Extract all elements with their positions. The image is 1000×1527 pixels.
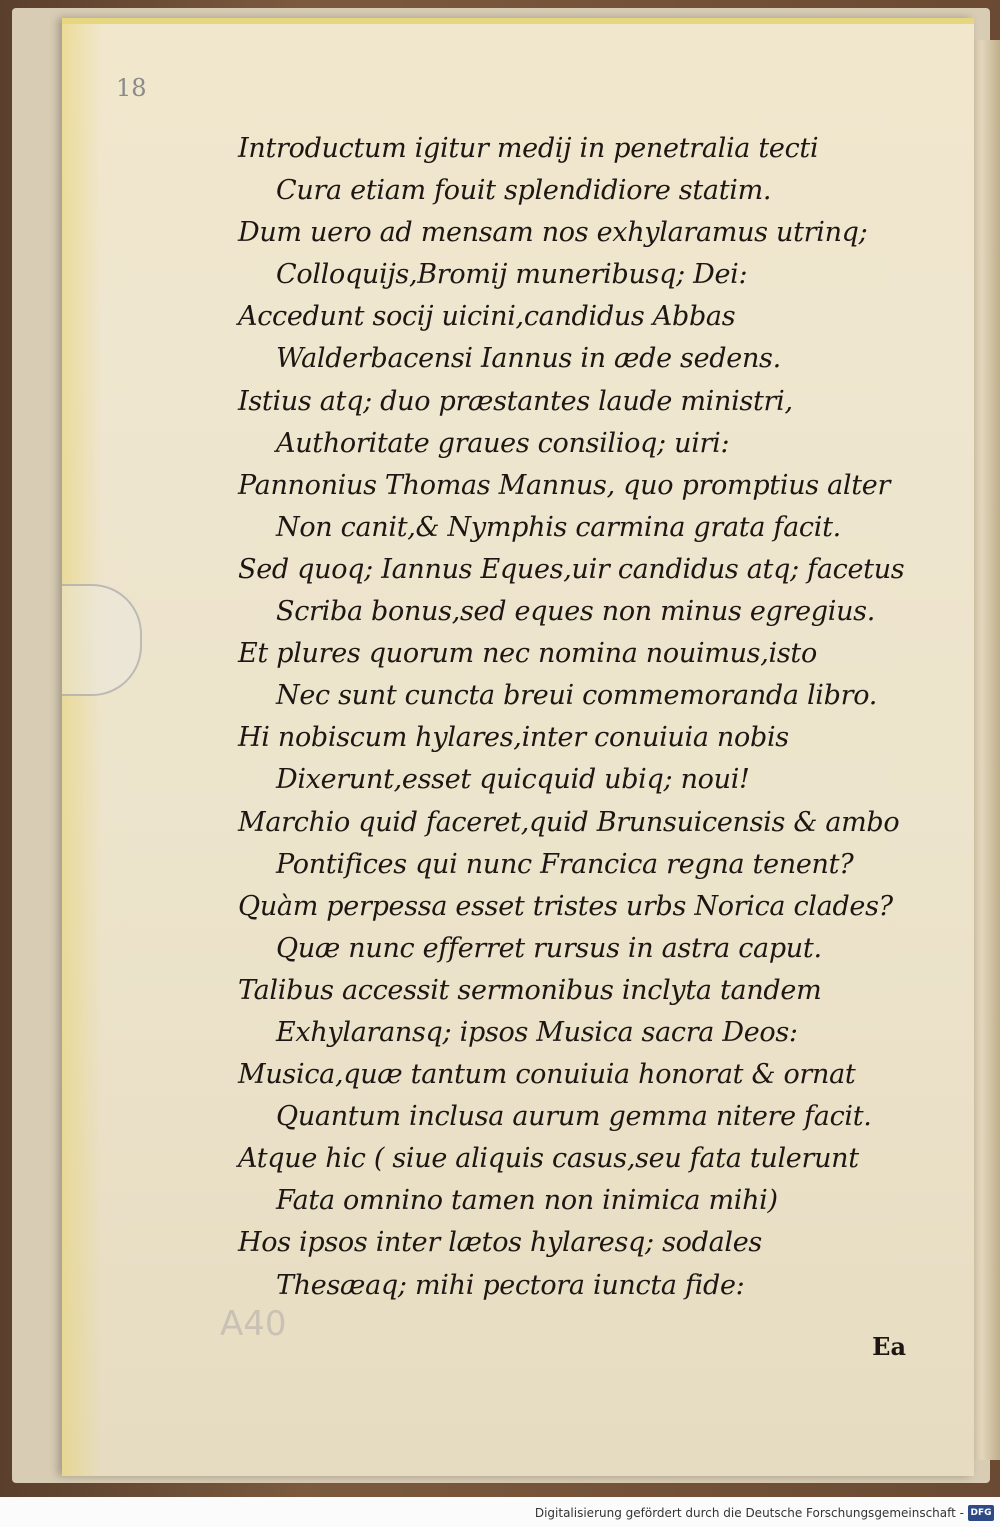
poem-line: Sed quoq; Iannus Eques,uir candidus atq; facetus <box>238 553 905 585</box>
poem-line: Fata omnino tamen non inimica mihi) <box>276 1185 778 1217</box>
poem-line: Quæ nunc efferret rursus in astra caput. <box>276 932 822 964</box>
poem-line: Quàm perpessa esset tristes urbs Norica clades? <box>238 890 893 922</box>
pencil-mark: A40 <box>220 1304 287 1344</box>
poem-line: Thesæaq; mihi pectora iuncta fide: <box>276 1269 745 1301</box>
poem-line: Scriba bonus,sed eques non minus egregius. <box>276 596 876 628</box>
catchword: Ea <box>872 1332 906 1361</box>
poem-line: Accedunt socij uicini,candidus Abbas <box>238 301 736 333</box>
poem-line: Non canit,& Nymphis carmina grata facit. <box>276 511 841 543</box>
poem-line: Colloquijs,Bromij muneribusq; Dei: <box>276 259 748 291</box>
funding-notice: Digitalisierung gefördert durch die Deutsche Forschungsgemeinschaft - <box>534 1506 964 1520</box>
page-edge <box>970 40 1000 1460</box>
poem-text <box>238 128 905 1307</box>
poem-line: Pontifices qui nunc Francica regna tenent? <box>276 848 854 880</box>
poem-line: Nec sunt cuncta breui commemoranda libro. <box>276 680 878 712</box>
footer-bar <box>0 1497 1000 1527</box>
page-number: 18 <box>116 74 147 102</box>
poem-line: Dum uero ad mensam nos exhylaramus utrinq; <box>238 217 868 249</box>
poem-line: Quantum inclusa aurum gemma nitere facit. <box>276 1101 872 1133</box>
poem-line: Et plures quorum nec nomina nouimus,isto <box>238 638 817 670</box>
poem-line: Talibus accessit sermonibus inclyta tandem <box>238 974 822 1006</box>
poem-line: Dixerunt,esset quicquid ubiq; noui! <box>276 764 750 796</box>
poem-line: Atque hic ( siue aliquis casus,seu fata tulerunt <box>238 1143 859 1175</box>
poem-line: Cura etiam fouit splendidiore statim. <box>276 175 772 207</box>
dfg-logo: DFG <box>968 1505 994 1521</box>
poem-line: Marchio quid faceret,quid Brunsuicensis & ambo <box>238 806 900 838</box>
plastic-clip <box>62 584 142 696</box>
poem-line: Istius atq; duo præstantes laude ministri, <box>238 385 793 417</box>
poem-line: Authoritate graues consilioq; uiri: <box>276 427 730 459</box>
poem-line: Hi nobiscum hylares,inter conuiuia nobis <box>238 722 789 754</box>
poem-line: Pannonius Thomas Mannus, quo promptius alter <box>238 469 891 501</box>
poem-line: Walderbacensi Iannus in æde sedens. <box>276 343 781 375</box>
poem-line: Musica,quæ tantum conuiuia honorat & ornat <box>238 1059 856 1091</box>
poem-line: Exhylaransq; ipsos Musica sacra Deos: <box>276 1016 798 1048</box>
poem-line: Introductum igitur medij in penetralia tecti <box>238 133 819 164</box>
poem-line: Hos ipsos inter lætos hylaresq; sodales <box>238 1227 762 1259</box>
